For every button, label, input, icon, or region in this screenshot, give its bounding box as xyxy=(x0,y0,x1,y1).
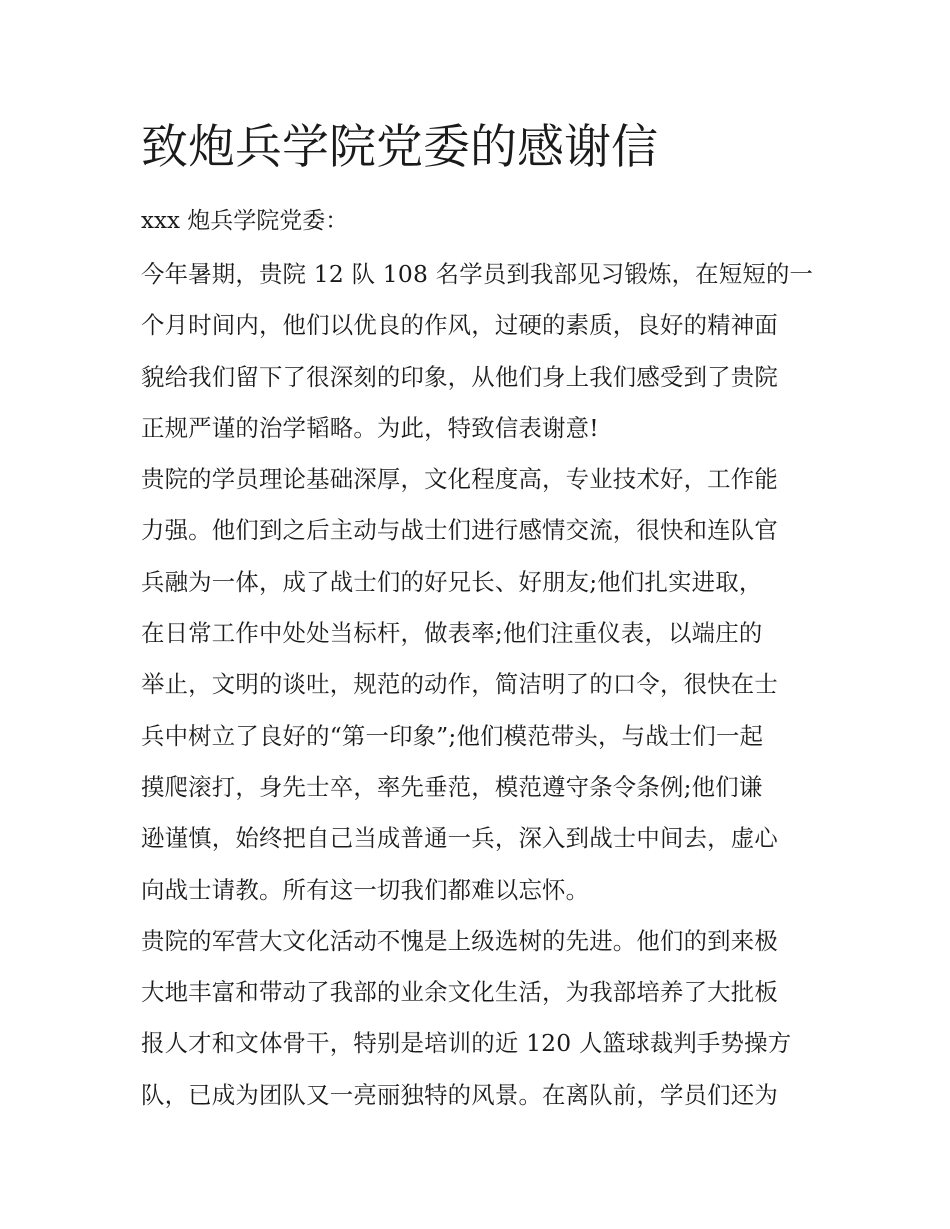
paragraph-line: 兵融为一体，成了战士们的好兄长、好朋友;他们扎实进取， xyxy=(141,567,763,596)
paragraph-line: 个月时间内，他们以优良的作风，过硬的素质，良好的精神面 xyxy=(141,311,778,340)
paragraph-line: 大地丰富和带动了我部的业余文化生活，为我部培养了大批板 xyxy=(141,978,778,1007)
paragraph-line: 逊谨慎，始终把自己当成普通一兵，深入到战士中间去，虚心 xyxy=(141,824,778,853)
paragraph-line: 贵院的军营大文化活动不愧是上级选树的先进。他们的到来极 xyxy=(141,926,778,955)
paragraph-line: 兵中树立了良好的“第一印象”;他们模范带头，与战士们一起 xyxy=(141,721,764,750)
paragraph-line: 正规严谨的治学韬略。为此，特致信表谢意! xyxy=(141,413,599,442)
paragraph-line: 力强。他们到之后主动与战士们进行感情交流，很快和连队官 xyxy=(141,516,778,545)
paragraph-line: 貌给我们留下了很深刻的印象，从他们身上我们感受到了贵院 xyxy=(141,362,778,391)
letter-text xyxy=(141,249,821,1121)
paragraph-1 xyxy=(141,249,821,454)
document-title: 致炮兵学院党委的感谢信 xyxy=(141,120,658,175)
paragraph-2 xyxy=(141,454,821,916)
document-body xyxy=(141,118,821,1121)
paragraph-line: 摸爬滚打，身先士卒，率先垂范，模范遵守条令条例;他们谦 xyxy=(141,772,763,801)
salutation: xxx 炮兵学院党委： xyxy=(141,208,349,234)
paragraph-line: 向战士请教。所有这一切我们都难以忘怀。 xyxy=(141,875,590,904)
paragraph-line: 队，已成为团队又一亮丽独特的风景。在离队前，学员们还为 xyxy=(141,1080,778,1109)
paragraph-3 xyxy=(141,916,821,1121)
paragraph-line: 举止，文明的谈吐，规范的动作，简洁明了的口令，很快在士 xyxy=(141,670,778,699)
paragraph-line: 贵院的学员理论基础深厚，文化程度高，专业技术好，工作能 xyxy=(141,465,778,494)
paragraph-line: 今年暑期，贵院 12 队 108 名学员到我部见习锻炼，在短短的一 xyxy=(141,260,814,288)
paragraph-line: 报人才和文体骨干，特别是培训的近 120 人篮球裁判手势操方 xyxy=(141,1029,792,1058)
paragraph-line: 在日常工作中处处当标杆，做表率;他们注重仪表，以端庄的 xyxy=(141,619,763,648)
